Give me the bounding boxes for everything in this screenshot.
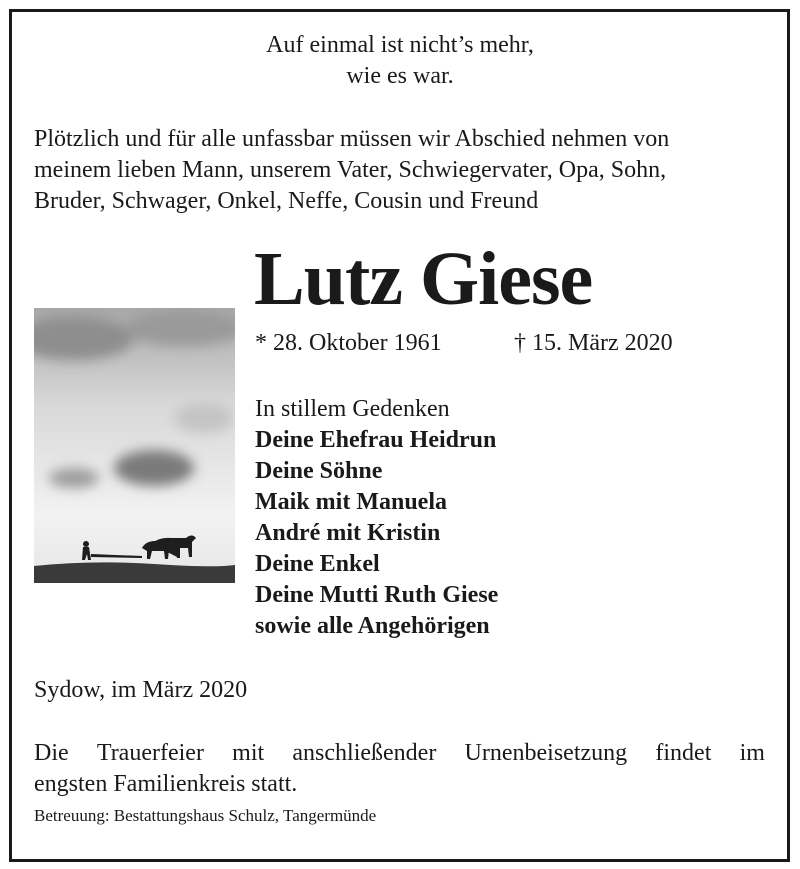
mourner-line: Deine Mutti Ruth Giese [255, 582, 499, 608]
funeral-word: mit [232, 740, 265, 766]
funeral-word: im [739, 740, 765, 766]
funeral-word: Urnenbeisetzung [464, 740, 628, 766]
mourners-intro: In stillem Gedenken [255, 396, 450, 422]
mourner-line: Deine Söhne [255, 458, 383, 484]
funeral-word: findet [655, 740, 712, 766]
funeral-info-line-1 [34, 740, 765, 767]
funeral-home-credit: Betreuung: Bestattungshaus Schulz, Tangermünde [34, 806, 377, 825]
announcement-line-2: meinem lieben Mann, unserem Vater, Schwiegervater, Opa, Sohn, [34, 157, 667, 183]
mourner-line: Deine Ehefrau Heidrun [255, 427, 497, 453]
announcement-line-3: Bruder, Schwager, Onkel, Neffe, Cousin und Freund [34, 188, 539, 214]
funeral-info-line-2: engsten Familienkreis statt. [34, 771, 298, 797]
birth-date: * 28. Oktober 1961 [255, 330, 442, 356]
deceased-name: Lutz Giese [254, 237, 593, 321]
funeral-word: Trauerfeier [96, 740, 204, 766]
mourner-line: Deine Enkel [255, 551, 380, 577]
mourner-line: Maik mit Manuela [255, 489, 447, 515]
motto-line-2: wie es war. [346, 63, 454, 89]
mourner-line: André mit Kristin [255, 520, 441, 546]
place-date: Sydow, im März 2020 [34, 677, 248, 703]
memorial-photo [34, 308, 235, 583]
announcement-line-1: Plötzlich und für alle unfassbar müssen wir Abschied nehmen von [34, 126, 670, 152]
funeral-word: anschließender [292, 740, 437, 766]
death-date: † 15. März 2020 [514, 330, 673, 356]
motto-line-1: Auf einmal ist nicht’s mehr, [266, 32, 534, 58]
mourner-line: sowie alle Angehörigen [255, 613, 490, 639]
funeral-word: Die [34, 740, 69, 766]
